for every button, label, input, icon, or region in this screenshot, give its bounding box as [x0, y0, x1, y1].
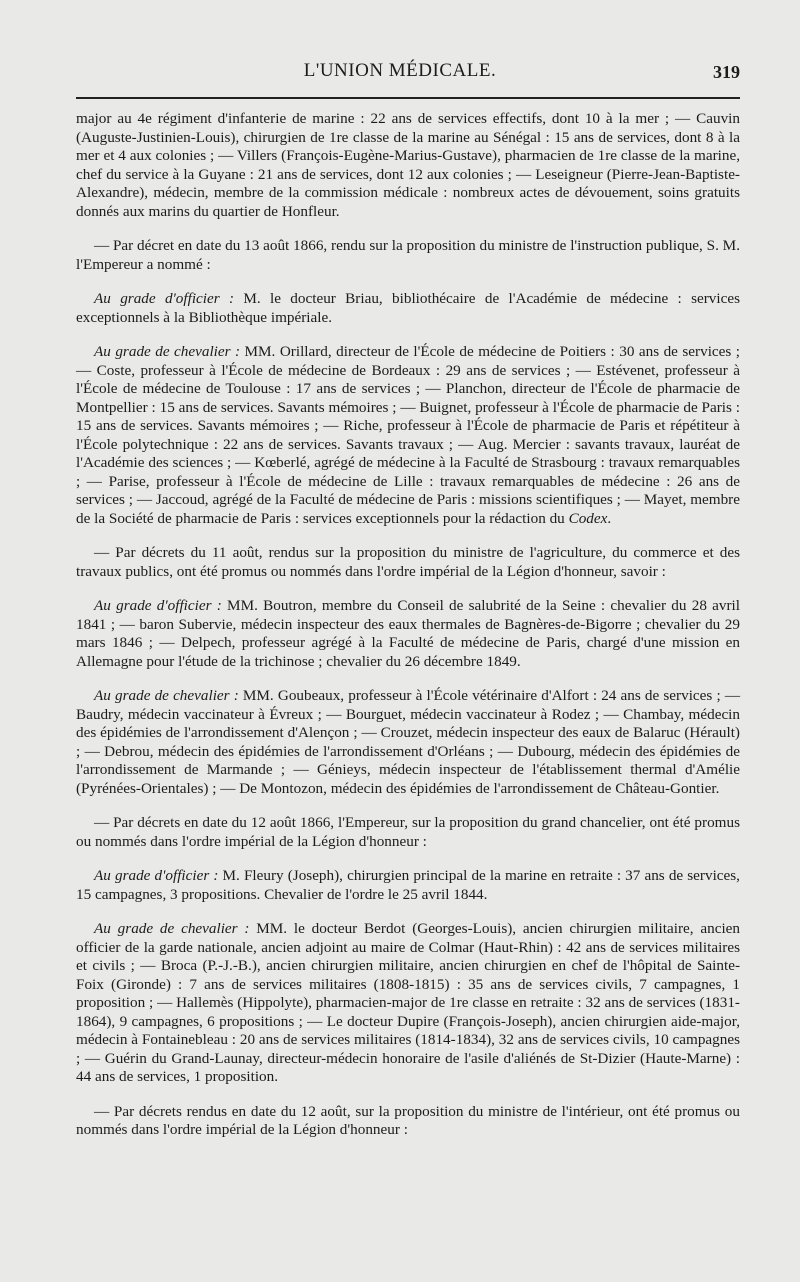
- paragraph-text: major au 4e régiment d'infanterie de marine : 22 ans de services effectifs, dont 10 à la mer ; — Cauvin (Auguste-Justinien-Louis), chirurgien de 1re classe de la marine au Sénégal : 15 ans de services, dont 8 à la mer et 4 aux colonies ; — Villers (François-Eugène-Marius-Gustave), pharmacien de 1re classe de la marine, chef du service à la Guyane : 21 ans de services, dont 12 aux colonies ; — Leseigneur (Pierre-Jean-Baptiste-Alexandre), médecin, membre de la commission médicale : nombreux actes de dévouement, soins gratuits donnés aux marins du quartier de Honfleur.: [76, 110, 740, 220]
- paragraph-text: — Par décrets rendus en date du 12 août, sur la proposition du ministre de l'intérieur, ont été promus ou nommés dans l'ordre impérial de la Légion d'honneur :: [76, 1102, 740, 1138]
- paragraph-text: MM. Boutron, membre du Conseil de salubrité de la Seine : chevalier du 28 avril 1841 ; — baron Subervie, médecin inspecteur des eaux thermales de Bagnères-de-Bigorre ; chevalier du 29 mars 1846 ; — Delpech, professeur agrégé à la Faculté de médecine de Paris, chargé d'une mission en Allemagne pour l'étude de la trichinose ; chevalier du 26 décembre 1849.: [76, 597, 740, 670]
- grade-lead: Au grade d'officier :: [94, 597, 222, 614]
- journal-title: L'UNION MÉDICALE.: [303, 60, 497, 81]
- header-rule: [76, 97, 740, 99]
- paragraph-decree-instruction: [76, 237, 740, 274]
- paragraph-tail: .: [607, 509, 612, 527]
- grade-lead: Au grade d'officier :: [94, 290, 235, 307]
- paragraph-text: M. Fleury (Joseph), chirurgien principal de la marine en retraite : 37 ans de services, 15 campagnes, 3 propositions. Chevalier de l'ordre le 25 avril 1844.: [76, 867, 740, 903]
- paragraph-text: MM. Orillard, directeur de l'École de médecine de Poitiers : 30 ans de services ; — Coste, professeur à l'École de médecine de Bordeaux : 29 ans de services ; — Estévenet, professeur à l'École de médecine de Toulouse : 17 ans de services ; — Planchon, directeur de l'École de pharmacie de Montpellier : 15 ans de services. Savants mémoires ; — Buignet, professeur à l'École de pharmacie de Paris : 15 ans de services. Savants mémoires ; — Riche, professeur à l'École de pharmacie de Paris et répétiteur à l'École polytechnique : 22 ans de services. Savants travaux ; — Aug. Mercier : savants travaux, lauréat de l'Académie des sciences ; — Kœberlé, agrégé de médecine à la Faculté de Strasbourg : travaux remarquables ; — Parise, professeur à l'École de médecine de Lille : travaux remarquables de médecine : 26 ans de services ; — Jaccoud, agrégé de la Faculté de médecine de Paris : missions scientifiques ; — Mayet, membre de la Société de pharmacie de Paris : services exceptionnels pour la rédaction du: [76, 343, 740, 527]
- paragraph-text: — Par décrets du 11 août, rendus sur la proposition du ministre de l'agriculture, du commerce et des travaux publics, ont été promus ou nommés dans l'ordre impérial de la Légion d'honneur, savoir :: [76, 544, 740, 580]
- paragraph-officier-instruction: [76, 290, 740, 327]
- paragraph-text: MM. le docteur Berdot (Georges-Louis), ancien chirurgien militaire, ancien officier de la garde nationale, ancien adjoint au maire de Colmar (Haut-Rhin) : 42 ans de services militaires et civils ; — Broca (P.-J.-B.), ancien chirurgien militaire, ancien chirurgien en chef de l'hôpital de Sainte-Foix (Gironde) : 7 ans de services militaires (1808-1815) : 35 ans de services civils, 7 campagnes, 1 proposition ; — Hallemès (Hippolyte), pharmacien-major de 1re classe en retraite : 32 ans de services (1831-1864), 9 campagnes, 6 propositions ; — Le docteur Dupire (François-Joseph), ancien chirurgien aide-major, médecin à Fontainebleau : 20 ans de services militaires (1814-1834), 32 ans de services civils, 10 campagnes ; — Guérin du Grand-Launay, directeur-médecin honoraire de l'asile d'aliénés de St-Dizier (Haute-Marne) : 44 ans de services, 1 proposition.: [76, 920, 740, 1085]
- paragraph-text: MM. Goubeaux, professeur à l'École vétérinaire d'Alfort : 24 ans de services ; — Baudry, médecin vaccinateur à Évreux ; — Bourguet, médecin vaccinateur à Rodez ; — Chambay, médecin des épidémies de l'arrondissement d'Alençon ; — Crouzet, médecin inspecteur des eaux de Balaruc (Hérault) ; — Debrou, médecin des épidémies de l'arrondissement d'Orléans ; — Dubourg, médecin des épidémies de l'arrondissement de Marmande ; — Génieys, médecin inspecteur de l'établissement thermal d'Amélie (Pyrénées-Orientales) ; — De Montozon, médecin des épidémies de l'arrondissement de Château-Gontier.: [76, 687, 741, 797]
- paragraph-officier-agriculture: [76, 597, 740, 671]
- grade-lead: Au grade de chevalier :: [94, 687, 239, 704]
- paragraph-chevalier-chancelier: [76, 920, 740, 1087]
- page-number: 319: [713, 62, 740, 82]
- paragraph-marine-services: [76, 110, 740, 221]
- paragraph-decree-agriculture: [76, 544, 740, 581]
- running-header: [0, 58, 800, 90]
- paragraph-officier-chancelier: [76, 867, 740, 904]
- paragraph-text: — Par décret en date du 13 août 1866, rendu sur la proposition du ministre de l'instruction publique, S. M. l'Empereur a nommé :: [76, 237, 740, 273]
- grade-lead: Au grade de chevalier :: [94, 920, 250, 937]
- paragraph-text: — Par décrets en date du 12 août 1866, l'Empereur, sur la proposition du grand chancelier, ont été promus ou nommés dans l'ordre impérial de la Légion d'honneur :: [76, 814, 740, 850]
- codex-word: Codex: [568, 509, 608, 527]
- paragraph-decree-interieur: [76, 1103, 740, 1140]
- paragraph-chevalier-instruction: [76, 343, 740, 528]
- article-body: [76, 110, 740, 1140]
- paragraph-decree-chancelier: [76, 814, 740, 851]
- grade-lead: Au grade d'officier :: [94, 867, 219, 884]
- paragraph-chevalier-agriculture: [76, 687, 740, 798]
- paragraph-text: M. le docteur Briau, bibliothécaire de l'Académie de médecine : services exceptionnels à la Bibliothèque impériale.: [76, 290, 740, 326]
- grade-lead: Au grade de chevalier :: [94, 343, 241, 360]
